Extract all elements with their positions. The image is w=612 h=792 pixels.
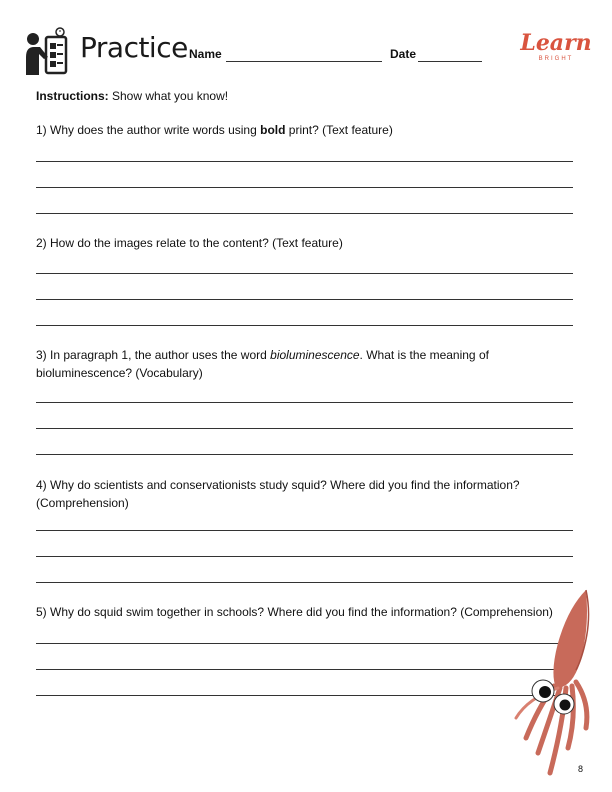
question-3-text-end: . What is the meaning of bioluminescence? (Vocabulary) — [36, 348, 489, 380]
answer-line[interactable] — [36, 299, 573, 300]
question-3-emphasis: bioluminescence — [270, 348, 360, 362]
squid-illustration — [498, 588, 594, 783]
answer-line[interactable] — [36, 273, 573, 274]
name-label: Name — [189, 47, 222, 61]
question-5: 5) Why do squid swim together in schools? Where did you find the information? (Comprehension) — [36, 605, 553, 619]
answer-line[interactable] — [36, 556, 573, 557]
question-4: 4) Why do scientists and conservationists study squid? Where did you find the information? (Comprehension) — [36, 478, 520, 510]
date-blank-line[interactable] — [418, 61, 482, 62]
answer-line[interactable] — [36, 530, 573, 531]
page-title: Practice — [80, 31, 188, 64]
instructions — [36, 89, 228, 103]
answer-line[interactable] — [36, 213, 573, 214]
question-2: 2) How do the images relate to the content? (Text feature) — [36, 236, 343, 250]
question-3 — [36, 346, 576, 382]
answer-line[interactable] — [36, 582, 573, 583]
instructions-text: Show what you know! — [108, 89, 229, 103]
answer-line[interactable] — [36, 669, 573, 670]
question-1-emphasis: bold — [260, 123, 286, 137]
instructions-label: Instructions: — [36, 89, 109, 103]
question-1-text: 1) Why does the author write words using — [36, 123, 261, 137]
question-3-text: 3) In paragraph 1, the author uses the word — [36, 348, 271, 362]
answer-line[interactable] — [36, 187, 573, 188]
logo-subtitle: BRIGHT — [538, 56, 574, 62]
answer-line[interactable] — [36, 402, 573, 403]
page-number: 8 — [578, 764, 584, 774]
answer-line[interactable] — [36, 428, 573, 429]
answer-line[interactable] — [36, 643, 573, 644]
learn-bright-logo — [520, 31, 592, 67]
name-blank-line[interactable] — [226, 61, 382, 62]
answer-line[interactable] — [36, 325, 573, 326]
answer-line[interactable] — [36, 454, 573, 455]
logo-word: Learn — [520, 30, 592, 56]
answer-line[interactable] — [36, 695, 573, 696]
practice-person-icon — [26, 27, 72, 75]
question-1 — [36, 121, 576, 139]
date-label: Date — [390, 47, 417, 61]
question-1-text-end: print? (Text feature) — [285, 123, 393, 137]
answer-line[interactable] — [36, 161, 573, 162]
